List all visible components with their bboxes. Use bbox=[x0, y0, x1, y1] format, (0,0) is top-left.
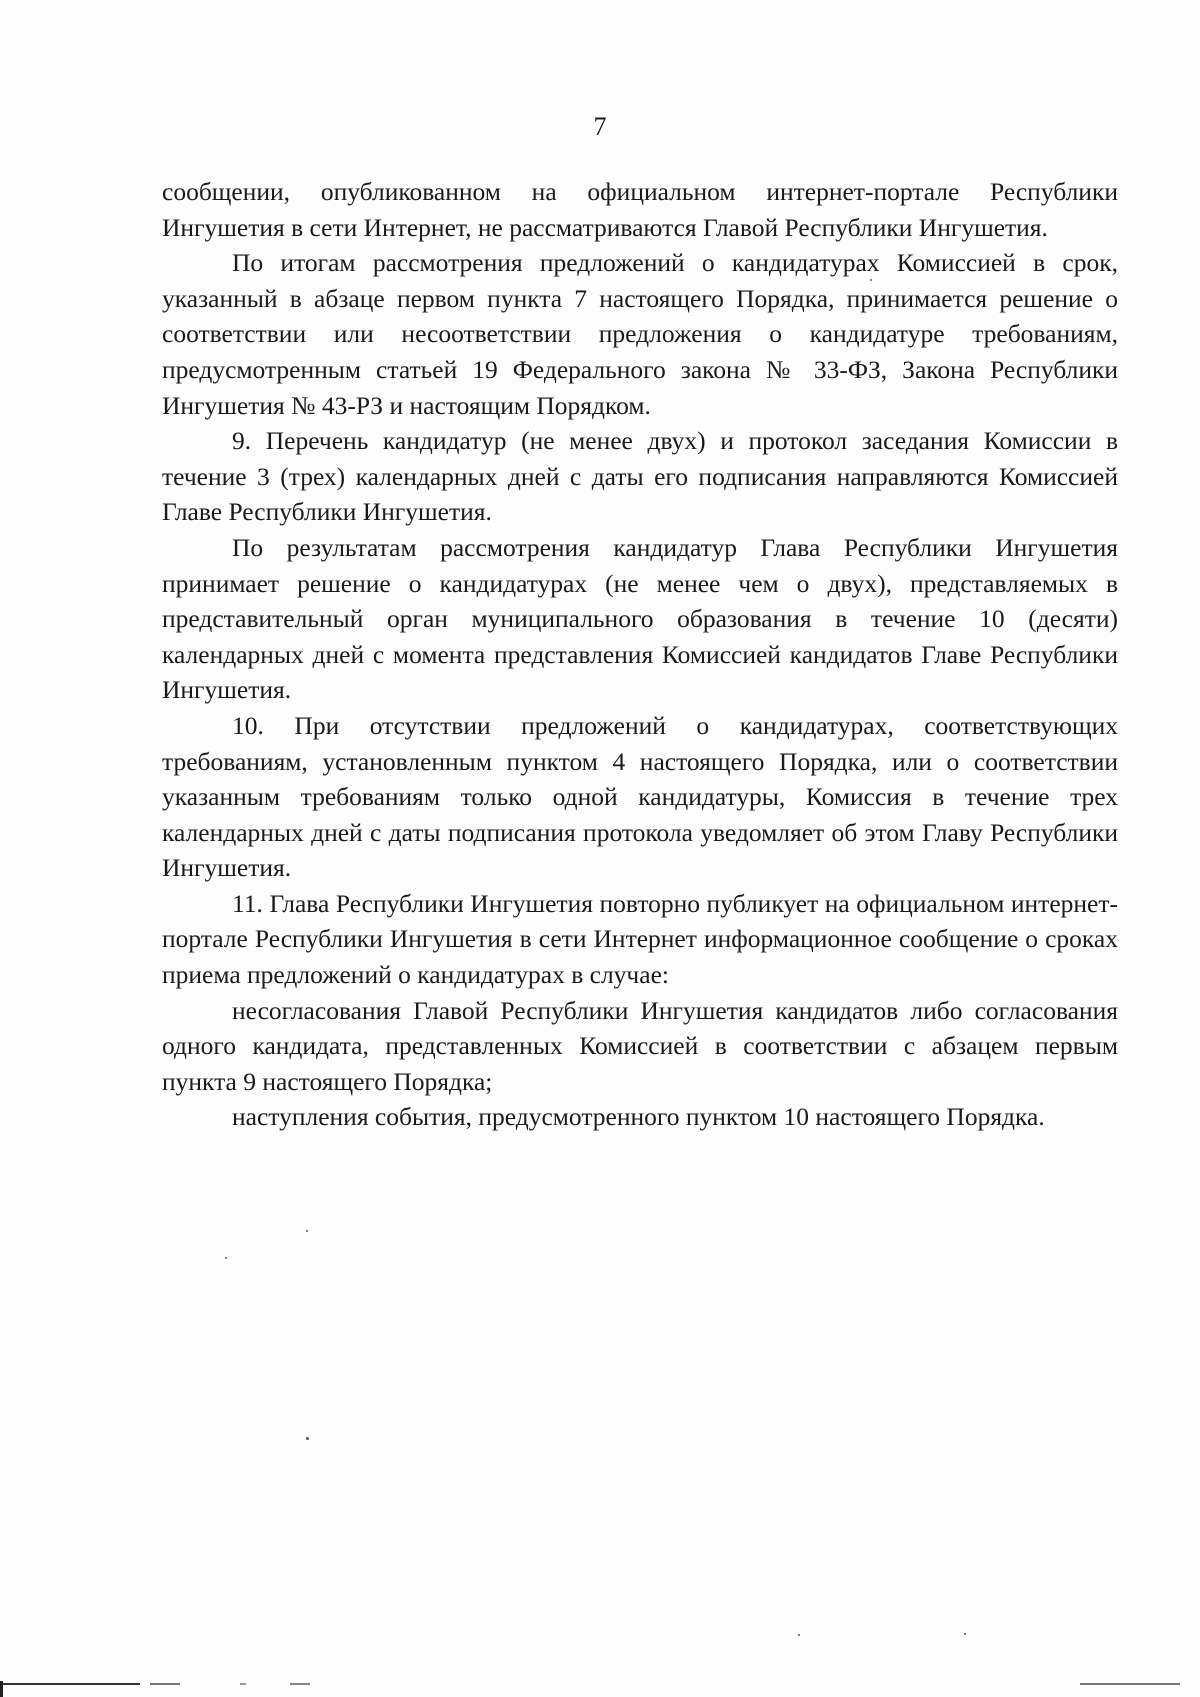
paragraph-item-11: 11. Глава Республики Ингушетия повторно публикует на официальном интернет-портале Республики Ингушетия в сети Интернет информационное сообщение о сроках приема предложений о кандидатурах в случае: bbox=[162, 888, 1118, 990]
paragraph-item-9: 9. Перечень кандидатур (не менее двух) и протокол заседания Комиссии в течение 3 (трех) календарных дней с даты его подписания направляются Комиссией Главе Республики Ингушетия. bbox=[162, 426, 1118, 527]
scan-speck bbox=[798, 1634, 800, 1636]
document-body bbox=[162, 174, 1118, 1135]
paragraph-review-results: По итогам рассмотрения предложений о кандидатурах Комиссией в срок, указанный в абзаце первом пункта 7 настоящего Порядка, принимается решение о соответствии или несоответствии предложения о кандидатуре требованиям, предусмотренным статьей 19 Федерального закона № 33-ФЗ, Закона Республики Ингушетия № 43-РЗ и настоящим Порядком. bbox=[162, 248, 1118, 420]
scan-speck bbox=[306, 1230, 308, 1232]
scan-speck bbox=[870, 279, 872, 281]
page-number: 7 bbox=[593, 112, 607, 141]
scan-edge-vertical bbox=[0, 1681, 3, 1697]
paragraph-item-10: 10. При отсутствии предложений о кандидатурах, соответствующих требованиям, установленным пунктом 4 настоящего Порядка, или о соответствии указанным требованиям только одной кандидатуры, Комиссия в течение трех календарных дней с даты подписания протокола уведомляет об этом Главу Республики Ингушетия. bbox=[162, 710, 1118, 883]
paragraph-head-decision: По результатам рассмотрения кандидатур Глава Республики Ингушетия принимает решение о кандидатурах (не менее чем о двух), представляемых в представительный орган муниципального образования в течение 10 (десяти) календарных дней с момента представления Комиссией кандидатов Главе Республики Ингушетия. bbox=[162, 532, 1118, 705]
paragraph-case-event: наступления события, предусмотренного пунктом 10 настоящего Порядка. bbox=[232, 1102, 1045, 1132]
paragraph-case-disagreement: несогласования Главой Республики Ингушетия кандидатов либо согласования одного кандидата, представленных Комиссией в соответствии с абзацем первым пункта 9 настоящего Порядка; bbox=[162, 995, 1118, 1096]
paragraph-continuation: сообщении, опубликованном на официальном интернет-портале Республики Ингушетия в сети Интернет, не рассматриваются Главой Республики Ингушетия. bbox=[162, 177, 1118, 242]
scan-edge-line bbox=[0, 1683, 1200, 1687]
scan-speck bbox=[225, 1257, 227, 1259]
scan-speck bbox=[964, 1633, 966, 1635]
scan-speck bbox=[306, 1437, 309, 1440]
